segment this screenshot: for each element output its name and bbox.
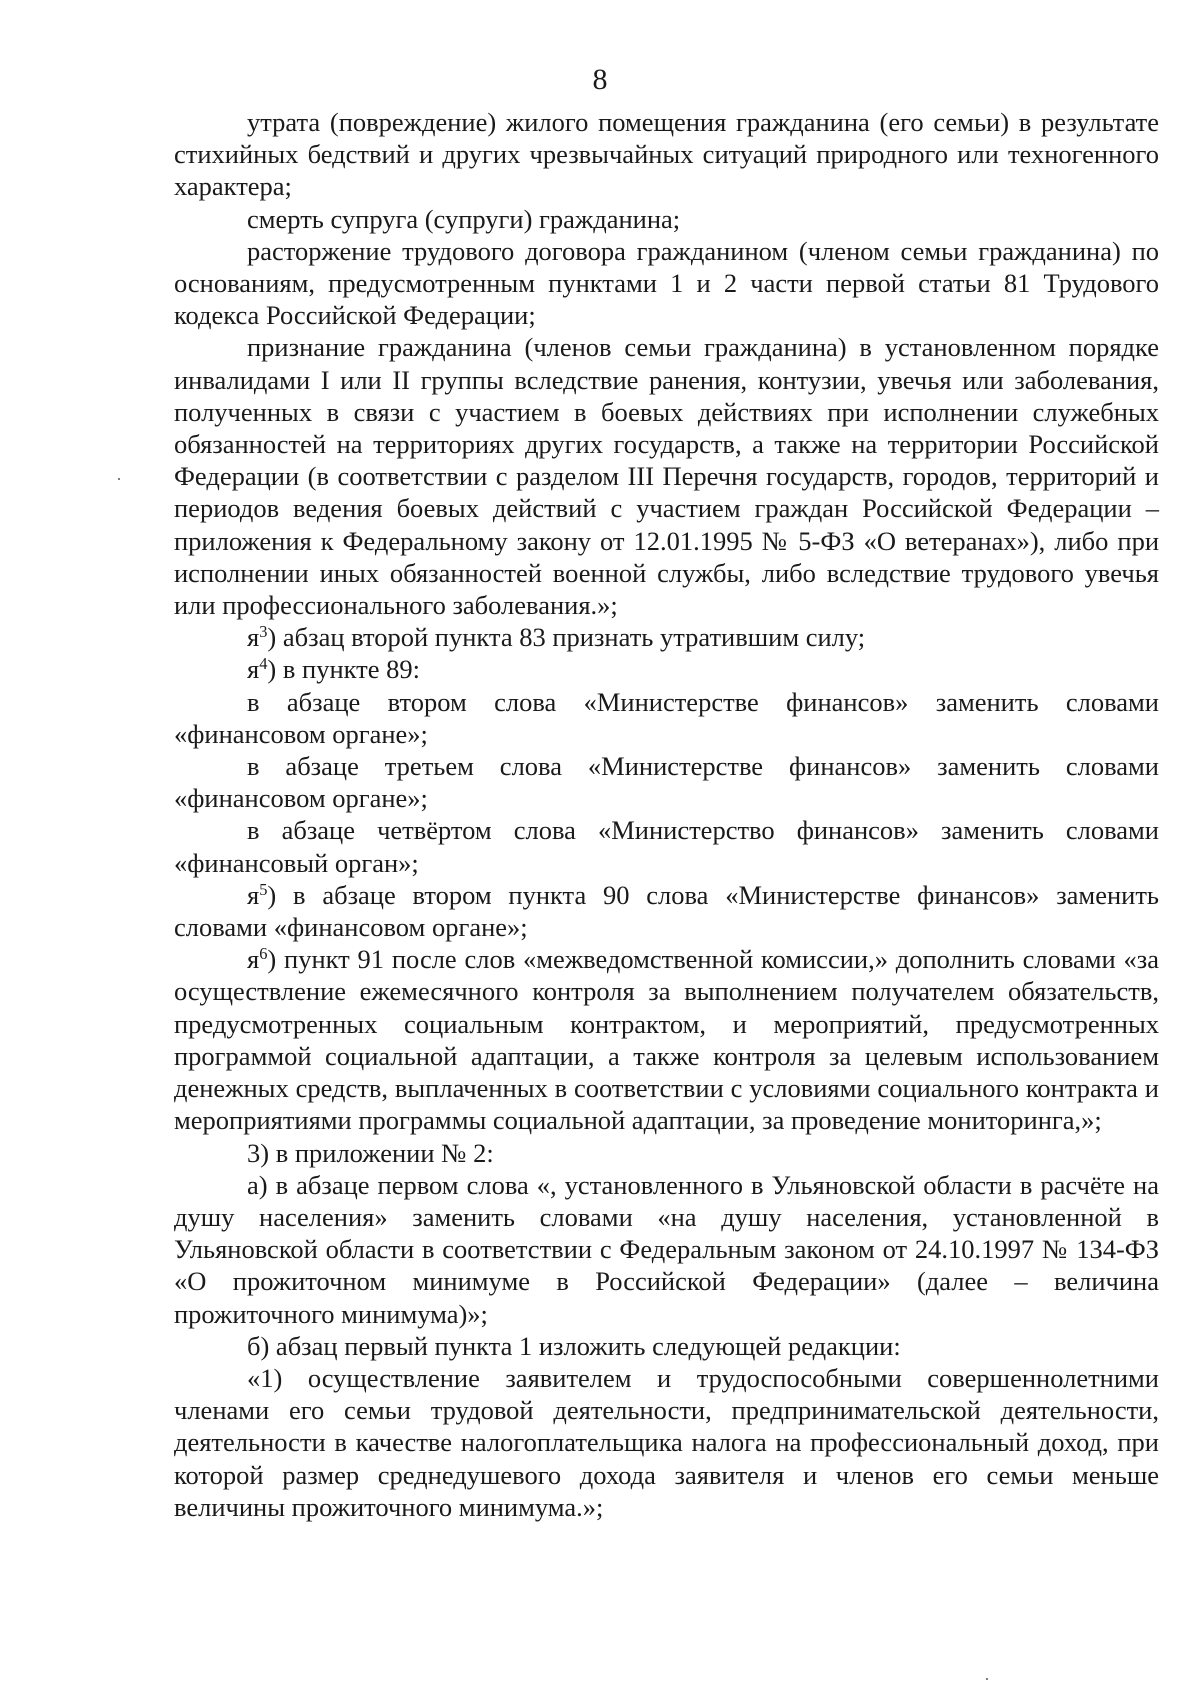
paragraph-text: в абзаце четвёртом слова «Министерство финансов» заменить словами «финансовый орган»;: [174, 815, 1159, 878]
paragraph: [174, 621, 1159, 653]
paragraph-text: в абзаце третьем слова «Министерстве финансов» заменить словами «финансовом органе»;: [174, 751, 1159, 814]
paragraph-text: а) в абзаце первом слова «, установленного в Ульяновской области в расчёте на душу населения» заменить словами «на душу населения, установленной в Ульяновской области в соответствии с Федеральным законом от 24.10.1997 № 134-ФЗ «О прожиточном минимуме в Российской Федерации» (далее – величина прожиточного минимума)»;: [174, 1169, 1159, 1329]
paragraph: [174, 943, 1159, 1136]
paragraph: [174, 203, 1159, 235]
paragraph-text: расторжение трудового договора гражданином (членом семьи гражданина) по основаниям, предусмотренным пунктами 1 и 2 части первой статьи 81 Трудового кодекса Российской Федерации;: [174, 235, 1159, 331]
paragraph: [174, 106, 1159, 203]
paragraph: [174, 1137, 1159, 1169]
item-marker: я: [247, 654, 260, 685]
item-marker-superscript: 6: [259, 944, 268, 964]
paragraph: [174, 235, 1159, 332]
paragraph: [174, 331, 1159, 621]
item-marker-superscript: 3: [259, 622, 268, 642]
paragraph: [174, 653, 1159, 685]
paragraph-text: 3) в приложении № 2:: [247, 1137, 494, 1168]
paragraph: [174, 1330, 1159, 1362]
paragraph-text: ) пункт 91 после слов «межведомственной комиссии,» дополнить словами «за осуществление ежемесячного контроля за выполнением получателем обязательств, предусмотренных социальным контрактом, и мероприятий, предусмотренных программой социальной адаптации, а также контроля за целевым использованием денежных средств, выплаченных в соответствии с условиями социального контракта и мероприятиями программы социальной адаптации, за проведение мониторинга,»;: [174, 944, 1159, 1136]
scan-speck: [118, 478, 120, 480]
paragraph: [174, 750, 1159, 814]
paragraph-text: б) абзац первый пункта 1 изложить следующей редакции:: [247, 1330, 901, 1361]
paragraph-text: признание гражданина (членов семьи гражданина) в установленном порядке инвалидами I или II группы вследствие ранения, контузии, увечья или заболевания, полученных в связи с участием в боевых действиях при исполнении служебных обязанностей на территориях других государств, а также на территории Российской Федерации (в соответствии с разделом III Перечня государств, городов, территорий и периодов ведения боевых действий с участием граждан Российской Федерации – приложения к Федеральному закону от 12.01.1995 № 5-ФЗ «О ветеранах»), либо при исполнении иных обязанностей военной службы, либо вследствие трудового увечья или профессионального заболевания.»;: [174, 332, 1159, 621]
paragraph-text: утрата (повреждение) жилого помещения гражданина (его семьи) в результате стихийных бедствий и других чрезвычайных ситуаций природного или техногенного характера;: [174, 107, 1159, 202]
paragraph: [174, 879, 1159, 943]
paragraph-text: ) абзац второй пункта 83 признать утратившим силу;: [267, 622, 866, 653]
paragraph-text: ) в пункте 89:: [267, 654, 420, 685]
paragraph-text: в абзаце втором слова «Министерстве финансов» заменить словами «финансовом органе»;: [174, 686, 1159, 749]
page-number: 8: [592, 63, 608, 96]
document-body: [174, 106, 1159, 1523]
item-marker: я: [247, 622, 260, 653]
paragraph-text: «1) осуществление заявителем и трудоспособными совершеннолетними членами его семьи трудовой деятельности, предпринимательской деятельности, деятельности в качестве налогоплательщика налога на профессиональный доход, при которой размер среднедушевого дохода заявителя и членов его семьи меньше величины прожиточного минимума.»;: [174, 1362, 1159, 1522]
paragraph-text: ) в абзаце втором пункта 90 слова «Министерстве финансов» заменить словами «финансовом органе»;: [174, 879, 1159, 943]
paragraph: [174, 1169, 1159, 1330]
item-marker: я: [247, 879, 260, 910]
paragraph: [174, 1362, 1159, 1523]
item-marker-superscript: 5: [259, 879, 268, 899]
paragraph: [174, 814, 1159, 878]
paragraph-text: смерть супруга (супруги) гражданина;: [247, 203, 681, 234]
item-marker: я: [247, 944, 260, 975]
scan-speck: [986, 1678, 988, 1680]
paragraph: [174, 686, 1159, 750]
item-marker-superscript: 4: [259, 654, 268, 674]
